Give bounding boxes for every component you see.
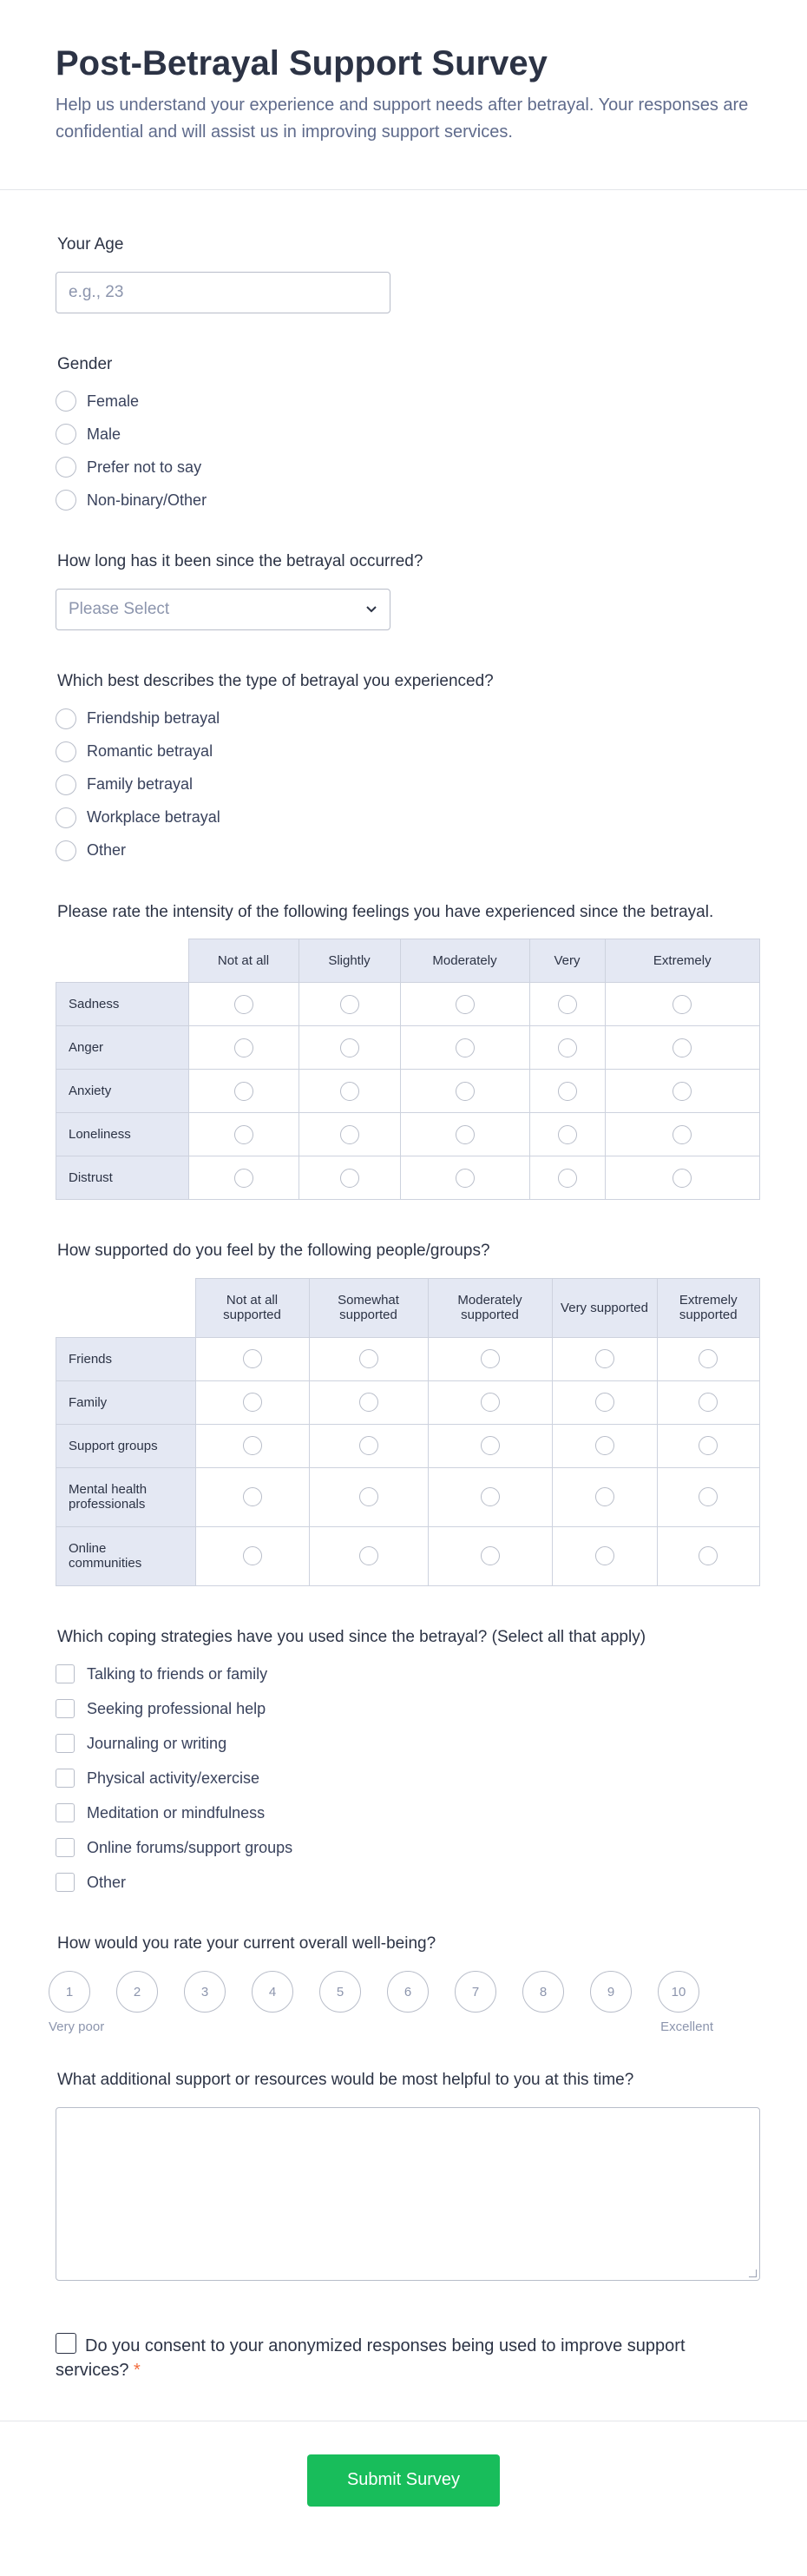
matrix-radio[interactable] [595, 1393, 614, 1412]
matrix-row [56, 1526, 760, 1585]
matrix-row-label: Loneliness [56, 1113, 189, 1156]
chevron-down-icon [365, 600, 377, 619]
question-feelings [56, 901, 760, 1201]
matrix-row [56, 1026, 760, 1070]
matrix-radio[interactable] [359, 1393, 378, 1412]
matrix-column-header: Extremely [605, 939, 760, 983]
scale-option[interactable]: 2 [116, 1971, 158, 2013]
matrix-radio[interactable] [359, 1546, 378, 1565]
scale-option[interactable]: 6 [387, 1971, 429, 2013]
scale-low-label: Very poor [49, 2019, 105, 2035]
matrix-radio[interactable] [340, 1169, 359, 1188]
scale-high-label: Excellent [660, 2019, 713, 2035]
option-label: Seeking professional help [87, 1699, 266, 1717]
matrix-radio[interactable] [699, 1546, 718, 1565]
matrix-radio[interactable] [558, 995, 577, 1014]
radio-circle[interactable] [56, 424, 76, 445]
matrix-radio[interactable] [456, 1082, 475, 1101]
matrix-radio[interactable] [340, 1038, 359, 1057]
page-title: Post-Betrayal Support Survey [56, 44, 548, 82]
matrix-column-header: Moderately supported [428, 1278, 552, 1337]
matrix-radio[interactable] [699, 1487, 718, 1506]
option-label: Female [87, 392, 140, 410]
gender-option[interactable] [56, 490, 760, 511]
radio-circle[interactable] [56, 774, 76, 795]
checkbox[interactable] [56, 1769, 75, 1788]
matrix-radio[interactable] [359, 1349, 378, 1368]
matrix-radio[interactable] [481, 1436, 500, 1455]
matrix-radio[interactable] [243, 1546, 262, 1565]
option-label: Male [87, 425, 121, 443]
option-label: Meditation or mindfulness [87, 1803, 266, 1822]
matrix-row-label: Mental health professionals [56, 1467, 196, 1526]
matrix-radio[interactable] [340, 1082, 359, 1101]
scale-option[interactable]: 10 [658, 1971, 699, 2013]
scale-option[interactable]: 5 [319, 1971, 361, 2013]
option-label: Romantic betrayal [87, 742, 213, 761]
matrix-row-label: Anger [56, 1026, 189, 1070]
matrix-row-label: Sadness [56, 983, 189, 1026]
matrix-row [56, 1380, 760, 1424]
matrix-radio[interactable] [243, 1436, 262, 1455]
wellbeing-label: How would you rate your current overall well-being? [57, 1934, 436, 1953]
betrayal-option[interactable] [56, 807, 760, 828]
coping-option[interactable] [56, 1802, 760, 1823]
matrix-row-label: Family [56, 1380, 196, 1424]
matrix-radio[interactable] [672, 1038, 692, 1057]
matrix-radio[interactable] [456, 1169, 475, 1188]
question-coping [56, 1626, 760, 1894]
question-age [56, 234, 760, 313]
matrix-radio[interactable] [558, 1169, 577, 1188]
feelings-label: Please rate the intensity of the following feelings you have experienced since the betrayal. [57, 902, 714, 921]
matrix-radio[interactable] [699, 1436, 718, 1455]
matrix-radio[interactable] [672, 1082, 692, 1101]
matrix-column-header: Very [529, 939, 605, 983]
matrix-radio[interactable] [243, 1487, 262, 1506]
question-duration [56, 550, 760, 630]
question-support [56, 1240, 760, 1586]
option-label: Prefer not to say [87, 458, 202, 476]
submit-button[interactable]: Submit Survey [307, 2454, 500, 2507]
question-additional [56, 2069, 760, 2281]
matrix-radio[interactable] [234, 1169, 253, 1188]
matrix-row [56, 1113, 760, 1156]
radio-circle[interactable] [56, 708, 76, 729]
option-label: Other [87, 841, 127, 860]
coping-option[interactable] [56, 1768, 760, 1789]
matrix-radio[interactable] [243, 1393, 262, 1412]
option-label: Family betrayal [87, 775, 194, 794]
checkbox[interactable] [56, 1699, 75, 1718]
matrix-column-header: Extremely supported [657, 1278, 760, 1337]
matrix-radio[interactable] [234, 1125, 253, 1144]
additional-textarea[interactable] [56, 2107, 760, 2281]
option-label: Physical activity/exercise [87, 1769, 260, 1787]
matrix-row [56, 1070, 760, 1113]
coping-option[interactable] [56, 1733, 760, 1754]
scale-option[interactable]: 8 [522, 1971, 564, 2013]
matrix-row-label: Support groups [56, 1424, 196, 1467]
page-subtitle: Help us understand your experience and support needs after betrayal. Your responses are confidential and will assist us in improving support services. [56, 96, 749, 142]
matrix-column-header: Somewhat supported [309, 1278, 428, 1337]
checkbox[interactable] [56, 1838, 75, 1857]
age-label: Your Age [57, 235, 124, 254]
radio-circle[interactable] [56, 457, 76, 478]
matrix-radio[interactable] [595, 1487, 614, 1506]
option-label: Other [87, 1873, 127, 1891]
survey-form [0, 234, 807, 2382]
matrix-radio[interactable] [699, 1349, 718, 1368]
resize-grip-icon[interactable] [749, 2270, 757, 2277]
matrix-radio[interactable] [672, 1169, 692, 1188]
matrix-radio[interactable] [672, 1125, 692, 1144]
additional-label: What additional support or resources would be most helpful to you at this time? [57, 2071, 634, 2090]
support-matrix [56, 1278, 760, 1586]
scale-option[interactable]: 7 [455, 1971, 496, 2013]
scale-option[interactable]: 3 [184, 1971, 226, 2013]
checkbox[interactable] [56, 1873, 75, 1892]
option-label: Journaling or writing [87, 1734, 227, 1752]
gender-option[interactable] [56, 457, 760, 478]
consent-label: Do you consent to your anonymized responses being used to improve support services? [56, 2336, 686, 2380]
matrix-radio[interactable] [340, 995, 359, 1014]
gender-option[interactable] [56, 424, 760, 445]
coping-label: Which coping strategies have you used since the betrayal? (Select all that apply) [57, 1627, 646, 1646]
coping-option[interactable] [56, 1664, 760, 1684]
question-gender [56, 353, 760, 511]
form-header [0, 0, 807, 190]
betrayal-option[interactable] [56, 741, 760, 762]
option-label: Workplace betrayal [87, 808, 220, 827]
matrix-row-label: Distrust [56, 1156, 189, 1200]
matrix-radio[interactable] [595, 1436, 614, 1455]
matrix-radio[interactable] [456, 1125, 475, 1144]
duration-select[interactable] [56, 589, 390, 630]
coping-option[interactable] [56, 1698, 760, 1719]
checkbox[interactable] [56, 1734, 75, 1753]
duration-label: How long has it been since the betrayal occurred? [57, 552, 423, 571]
rating-scale [49, 1971, 760, 2013]
age-input[interactable] [56, 272, 390, 313]
age-placeholder: e.g., 23 [69, 282, 124, 301]
matrix-column-header: Moderately [400, 939, 529, 983]
matrix-radio[interactable] [672, 995, 692, 1014]
matrix-radio[interactable] [699, 1393, 718, 1412]
radio-circle[interactable] [56, 807, 76, 828]
question-betrayal-type [56, 670, 760, 861]
matrix-radio[interactable] [558, 1082, 577, 1101]
matrix-row [56, 983, 760, 1026]
gender-label: Gender [57, 354, 113, 373]
option-label: Talking to friends or family [87, 1664, 268, 1683]
option-label: Friendship betrayal [87, 709, 220, 728]
betrayal-option[interactable] [56, 840, 760, 861]
matrix-radio[interactable] [243, 1349, 262, 1368]
support-label: How supported do you feel by the following people/groups? [57, 1242, 490, 1261]
scale-option[interactable]: 4 [252, 1971, 293, 2013]
matrix-row [56, 1424, 760, 1467]
required-mark: * [134, 2360, 141, 2380]
radio-circle[interactable] [56, 840, 76, 861]
matrix-row-label: Online communities [56, 1526, 196, 1585]
matrix-row [56, 1156, 760, 1200]
matrix-row-label: Friends [56, 1337, 196, 1380]
betrayal-type-label: Which best describes the type of betrayal you experienced? [57, 671, 494, 690]
coping-option[interactable] [56, 1837, 760, 1858]
matrix-radio[interactable] [558, 1038, 577, 1057]
matrix-row [56, 1467, 760, 1526]
matrix-radio[interactable] [481, 1393, 500, 1412]
matrix-radio[interactable] [359, 1436, 378, 1455]
matrix-row-label: Anxiety [56, 1070, 189, 1113]
matrix-radio[interactable] [234, 1082, 253, 1101]
matrix-radio[interactable] [340, 1125, 359, 1144]
option-label: Online forums/support groups [87, 1838, 293, 1856]
betrayal-option[interactable] [56, 708, 760, 729]
checkbox[interactable] [56, 1664, 75, 1683]
matrix-column-header: Not at all supported [195, 1278, 309, 1337]
consent-checkbox[interactable] [56, 2333, 76, 2354]
matrix-radio[interactable] [456, 1038, 475, 1057]
matrix-radio[interactable] [234, 1038, 253, 1057]
checkbox[interactable] [56, 1803, 75, 1822]
matrix-radio[interactable] [595, 1546, 614, 1565]
matrix-radio[interactable] [234, 995, 253, 1014]
radio-circle[interactable] [56, 741, 76, 762]
option-label: Non-binary/Other [87, 491, 207, 509]
matrix-row [56, 1337, 760, 1380]
radio-circle[interactable] [56, 391, 76, 412]
radio-circle[interactable] [56, 490, 76, 511]
form-footer [0, 2421, 807, 2507]
matrix-radio[interactable] [359, 1487, 378, 1506]
matrix-radio[interactable] [595, 1349, 614, 1368]
coping-option[interactable] [56, 1872, 760, 1893]
question-consent [56, 2333, 760, 2382]
scale-option[interactable]: 9 [590, 1971, 632, 2013]
matrix-radio[interactable] [481, 1487, 500, 1506]
scale-option[interactable]: 1 [49, 1971, 90, 2013]
matrix-radio[interactable] [456, 995, 475, 1014]
matrix-radio[interactable] [481, 1349, 500, 1368]
matrix-column-header: Very supported [552, 1278, 657, 1337]
duration-placeholder: Please Select [69, 599, 170, 618]
question-wellbeing [49, 1933, 760, 2035]
matrix-column-header: Slightly [299, 939, 400, 983]
matrix-radio[interactable] [558, 1125, 577, 1144]
gender-option[interactable] [56, 391, 760, 412]
feelings-matrix [56, 939, 760, 1200]
betrayal-option[interactable] [56, 774, 760, 795]
matrix-column-header: Not at all [188, 939, 299, 983]
matrix-radio[interactable] [481, 1546, 500, 1565]
